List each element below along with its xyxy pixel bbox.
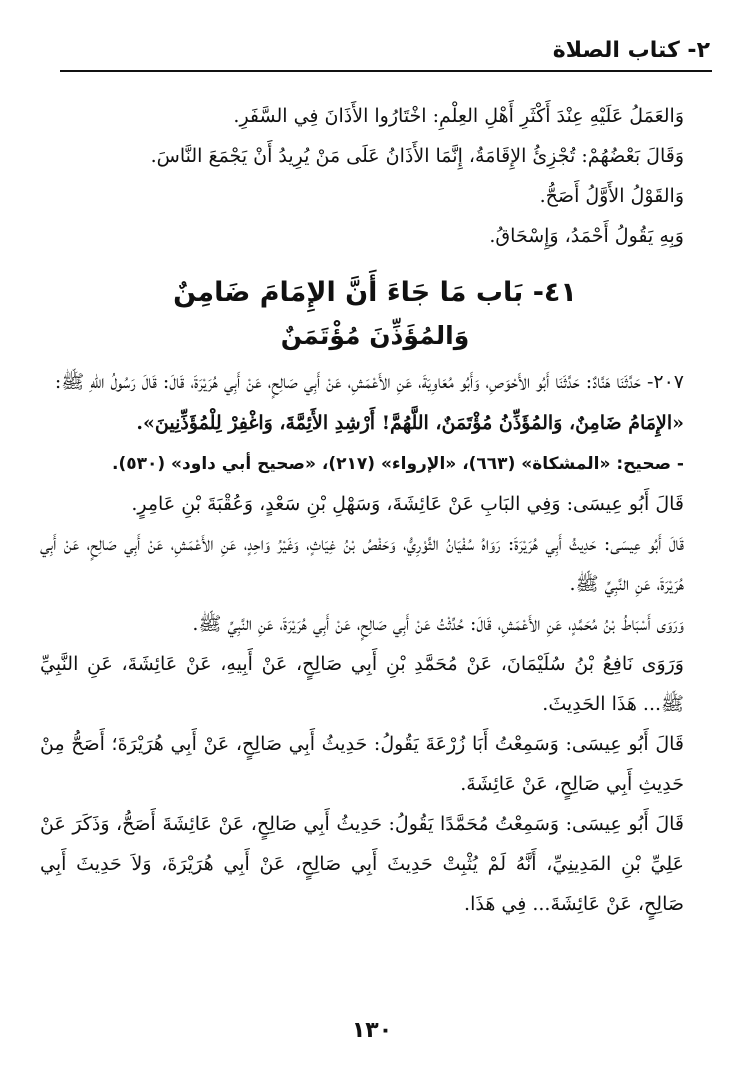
- hadith-grading: - صحيح: «المشكاة» (٦٦٣)، «الإرواء» (٢١٧)، «صحيح أبي داود» (٥٣٠).: [111, 454, 684, 474]
- running-head: ٢- كتاب الصلاة: [552, 38, 710, 63]
- paragraph: وَالعَمَلُ عَلَيْهِ عِنْدَ أَكْثَرِ أَهْلِ العِلْمِ: اخْتَارُوا الأَذَانَ فِي السَّفَرِ.: [233, 105, 684, 127]
- chapter-title-line2: وَالمُؤَذِّنَ مُؤْتَمَنٌ: [280, 321, 470, 350]
- page-number: ١٣٠: [351, 1018, 393, 1043]
- paragraph: وَرَوَى أَسْبَاطُ بْنُ مُحَمَّدٍ، عَنِ الأَعْمَشِ، قَالَ: حُدِّثْتُ عَنْ أَبِي صَالِحٍ، عَنْ أَبِي هُرَيْرَةَ، عَنِ النَّبِيِّ ﷺ.: [192, 613, 684, 635]
- hadith-text: «الإِمَامُ ضَامِنٌ، وَالمُؤَذِّنُ مُؤْتَمَنٌ، اللَّهُمَّ! أَرْشِدِ الأَئِمَّةَ، وَاغْفِرْ لِلْمُؤَذِّنِينَ».: [136, 412, 684, 434]
- paragraph: وَرَوَى نَافِعُ بْنُ سُلَيْمَانَ، عَنْ مُحَمَّدِ بْنِ أَبِي صَالِحٍ، عَنْ أَبِيهِ، عَنْ عَائِشَةَ، عَنِ النَّبِيِّ ﷺ... هَذَا الحَدِيثَ.: [40, 653, 684, 715]
- hadith-isnad: ٢٠٧- حَدَّثَنَا هَنَّادٌ: حَدَّثَنَا أَبُو الأَحْوَصِ، وَأَبُو مُعَاوِيَةَ، عَنِ الأَعْمَشِ، عَنْ أَبِي صَالِحٍ، عَنْ أَبِي هُرَيْرَةَ، قَالَ: قَالَ رَسُولُ اللهِ ﷺ:: [54, 371, 684, 393]
- paragraph: قَالَ أَبُو عِيسَى: وَفِي البَابِ عَنْ عَائِشَةَ، وَسَهْلِ بْنِ سَعْدٍ، وَعُقْبَةَ بْنِ عَامِرٍ.: [131, 493, 684, 515]
- paragraph: قَالَ أَبُو عِيسَى: وَسَمِعْتُ أَبَا زُرْعَةَ يَقُولُ: حَدِيثُ أَبِي صَالِحٍ، عَنْ أَبِي هُرَيْرَةَ؛ أَصَحُّ مِنْ حَدِيثِ أَبِي صَالِحٍ، عَنْ عَائِشَةَ.: [40, 733, 684, 795]
- chapter-heading: [40, 270, 710, 356]
- paragraph: وَبِهِ يَقُولُ أَحْمَدُ، وَإِسْحَاقُ.: [489, 225, 684, 247]
- chapter-title-line1: ٤١- بَاب مَا جَاءَ أَنَّ الإِمَامَ ضَامِنٌ: [173, 277, 577, 308]
- header-rule: [60, 70, 712, 72]
- paragraph: قَالَ أَبُو عِيسَى: حَدِيثُ أَبِي هُرَيْرَةَ: رَوَاهُ سُفْيَانُ الثَّوْرِيُّ، وَحَفْصُ بْنُ غِيَاثٍ، وَغَيْرُ وَاحِدٍ، عَنِ الأَعْمَشِ، عَنْ أَبِي صَالِحٍ، عَنْ أَبِي هُرَيْرَةَ، عَنِ النَّبِيِّ ﷺ.: [40, 533, 684, 595]
- page-body: [40, 96, 710, 924]
- paragraph: قَالَ أَبُو عِيسَى: وَسَمِعْتُ مُحَمَّدًا يَقُولُ: حَدِيثُ أَبِي صَالِحٍ، عَنْ عَائِشَةَ أَصَحُّ، وَذَكَرَ عَنْ عَلِيِّ بْنِ المَدِينِيِّ، أَنَّهُ لَمْ يُثْبِتْ حَدِيثَ أَبِي صَالِحٍ، عَنْ أَبِي هُرَيْرَةَ، وَلاَ حَدِيثَ أَبِي صَالِحٍ، عَنْ عَائِشَةَ... فِي هَذَا.: [40, 813, 684, 915]
- paragraph: وَالقَوْلُ الأَوَّلُ أَصَحُّ.: [539, 185, 684, 207]
- paragraph: وَقَالَ بَعْضُهُمْ: تُجْزِئُ الإِقَامَةُ، إِنَّمَا الأَذَانُ عَلَى مَنْ يُرِيدُ أَنْ يَجْمَعَ النَّاسَ.: [150, 145, 684, 167]
